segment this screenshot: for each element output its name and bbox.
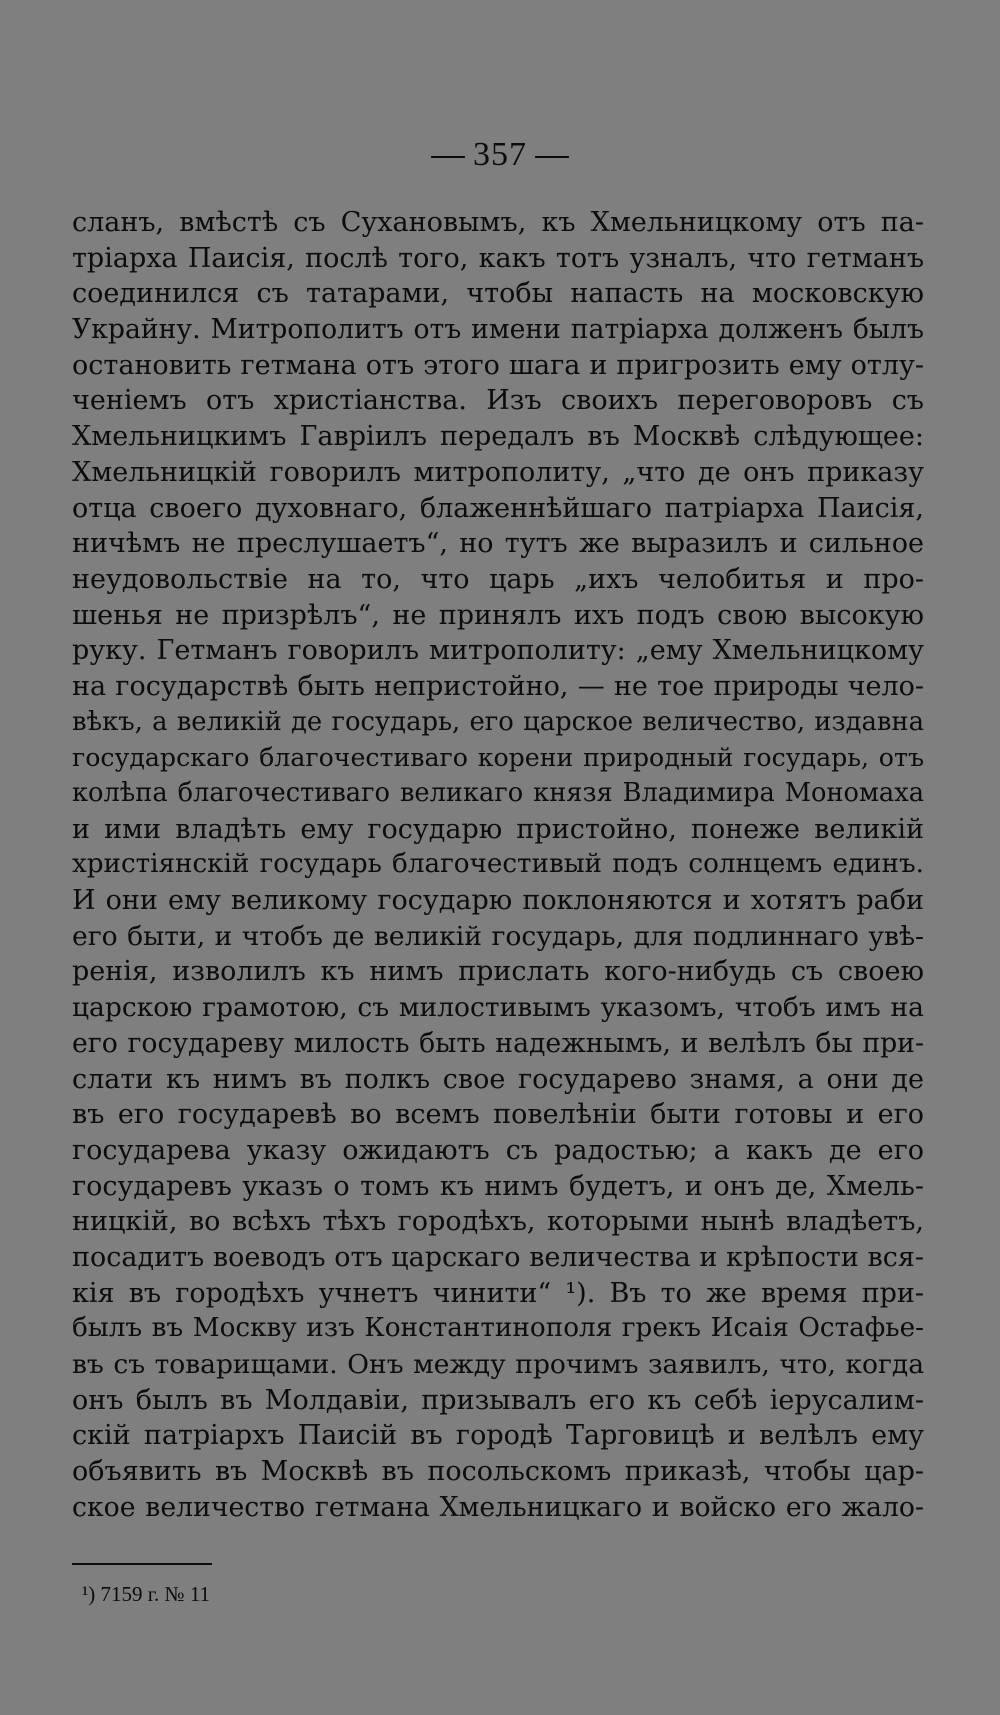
- text-line: его государеву милость быть надежнымъ, и велѣлъ бы при-: [72, 1027, 924, 1059]
- text-line: государева указу ожидаютъ съ радостью; а какъ де его: [72, 1134, 924, 1166]
- text-line: сланъ, вмѣстѣ съ Сухановымъ, къ Хмельницкому отъ па-: [72, 207, 924, 238]
- text-line: ренія, изволилъ къ нимъ прислать кого-нибудь съ своею: [72, 956, 924, 988]
- text-line: былъ въ Москву изъ Константинополя грекъ Исаія Остафье-: [72, 1313, 924, 1344]
- text-line: И они ему великому государю поклоняются и хотятъ раби: [72, 885, 924, 917]
- page-number-dash-left: [431, 156, 465, 158]
- text-line: ченіемъ отъ христіанства. Изъ своихъ переговоровъ съ: [72, 385, 924, 417]
- text-line: отца своего духовнаго, блаженнѣйшаго патріарха Паисія,: [72, 492, 924, 524]
- text-line: руку. Гетманъ говорилъ митрополиту: „ему Хмельницкому: [72, 635, 924, 667]
- text-line: шенья не призрѣлъ“, не принялъ ихъ подъ свою высокую: [72, 599, 924, 631]
- text-line: неудовольствіе на то, что царь „ихъ челобитья и про-: [72, 563, 924, 595]
- text-line: ницкій, во всѣхъ тѣхъ городѣхъ, которыми нынѣ владѣетъ,: [72, 1206, 924, 1238]
- text-line: колѣпа благочестиваго великаго князя Владимира Мономаха: [72, 778, 924, 808]
- text-line: царскою грамотою, съ милостивымъ указомъ, чтобъ имъ на: [72, 992, 924, 1024]
- footnote-divider: [72, 1563, 212, 1565]
- text-line: скій патріархъ Паисій въ городѣ Тарговицѣ и велѣлъ ему: [72, 1420, 924, 1452]
- text-line: въ съ товарищами. Онъ между прочимъ заявилъ, что, когда: [72, 1349, 924, 1380]
- page-number: [0, 136, 1000, 174]
- text-line: Хмельницкимъ Гавріилъ передалъ въ Москвѣ слѣдующее:: [72, 421, 924, 453]
- text-line: тріарха Паисія, послѣ того, какъ тотъ узналъ, что гетманъ: [72, 242, 924, 274]
- text-line: государевъ указъ о томъ къ нимъ будетъ, и онъ де, Хмель-: [72, 1170, 924, 1202]
- text-line: онъ былъ въ Молдавіи, призывалъ его къ себѣ іерусалим-: [72, 1384, 924, 1416]
- text-line: посадитъ воеводъ отъ царскаго величества и крѣпости вся-: [72, 1241, 924, 1273]
- body-text: [72, 205, 924, 1525]
- text-line: ское величество гетмана Хмельницкаго и войско его жало-: [72, 1491, 924, 1523]
- footnote: ¹) 7159 г. № 11: [82, 1582, 211, 1606]
- text-line: Хмельницкій говорилъ митрополиту, „что де онъ приказу: [72, 456, 924, 488]
- text-line: слати къ нимъ въ полкъ свое государево знамя, а они де: [72, 1063, 924, 1095]
- text-line: въ его государевѣ во всемъ повелѣніи быти готовы и его: [72, 1099, 924, 1131]
- page-number-value: 357: [473, 136, 527, 173]
- text-line: вѣкъ, а великій де государь, его царское величество, издавна: [72, 706, 924, 737]
- text-line: кія въ городѣхъ учнетъ чинити“ ¹). Въ то же время при-: [72, 1277, 924, 1309]
- text-line: и ими владѣть ему государю пристойно, понеже великій: [72, 813, 924, 845]
- text-line: государскаго благочестиваго корени природный государь, отъ: [72, 743, 924, 773]
- text-line: христіянскій государь благочестивый подъ солнцемъ единъ.: [72, 849, 924, 880]
- text-line: объявить въ Москвѣ въ посольскомъ приказѣ, чтобы цар-: [72, 1456, 924, 1488]
- text-line: его быти, и чтобъ де великій государь, для подлиннаго увѣ-: [72, 920, 924, 952]
- text-line: соединился съ татарами, чтобы напасть на московскую: [72, 278, 924, 310]
- text-line: Украйну. Митрополитъ отъ имени патріарха долженъ былъ: [72, 314, 924, 346]
- page-number-dash-right: [535, 156, 569, 158]
- text-line: на государствѣ быть непристойно, — не тое природы чело-: [72, 670, 924, 702]
- text-line: остановить гетмана отъ этого шага и пригрозить ему отлу-: [72, 349, 924, 381]
- text-line: ничѣмъ не преслушаетъ“, но тутъ же выразилъ и сильное: [72, 528, 924, 560]
